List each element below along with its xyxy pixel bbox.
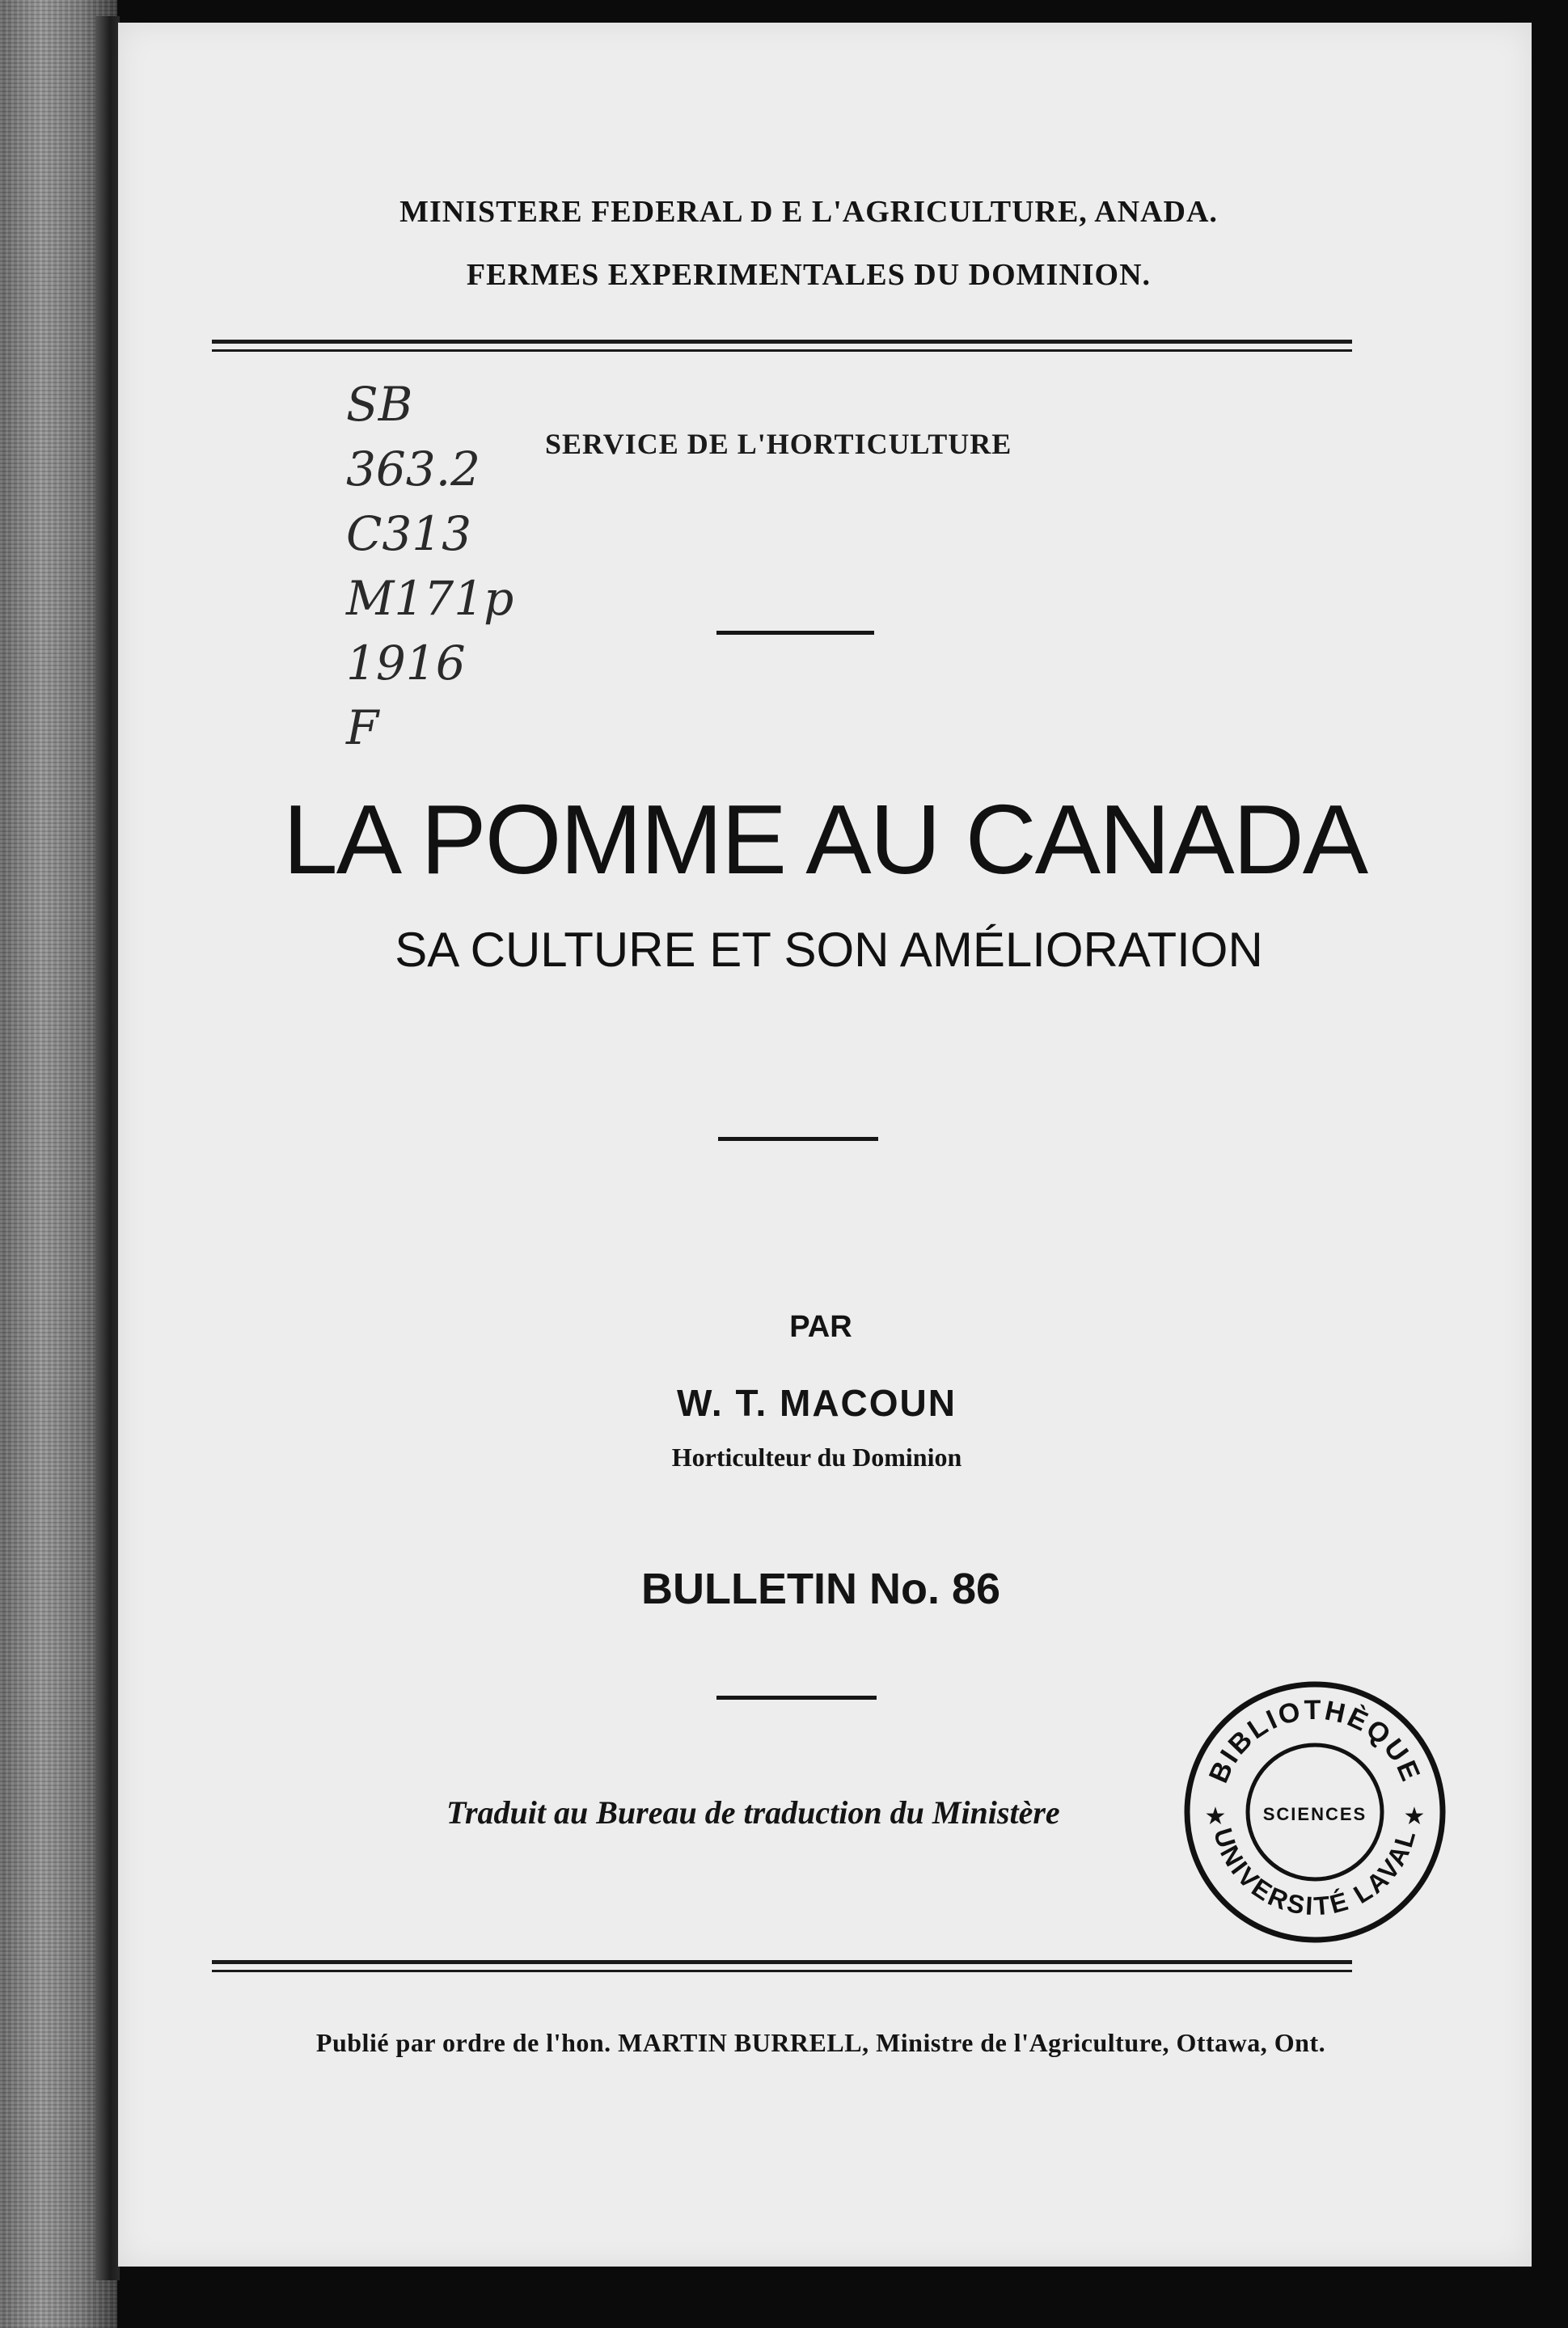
book-title: LA POMME AU CANADA bbox=[282, 784, 1367, 894]
ministry-heading: MINISTERE FEDERAL D E L'AGRICULTURE, ANADA. bbox=[399, 195, 1218, 229]
title-page bbox=[118, 23, 1532, 2267]
book-subtitle: SA CULTURE ET SON AMÉLIORATION bbox=[395, 923, 1263, 977]
publication-footer: Publié par ordre de l'hon. MARTIN BURRELL, Ministre de l'Agriculture, Ottawa, Ont. bbox=[315, 2028, 1326, 2057]
stamp-center-text: SCIENCES bbox=[1262, 1804, 1367, 1824]
short-rule bbox=[716, 631, 874, 635]
stamp-bottom-text: UNIVERSITÉ LAVAL bbox=[1207, 1824, 1422, 1921]
library-stamp bbox=[1181, 1679, 1448, 1946]
author-name: W. T. MACOUN bbox=[677, 1382, 957, 1424]
call-number-line: 363.2 bbox=[346, 442, 481, 496]
stamp-star-icon: ★ bbox=[1403, 1803, 1426, 1830]
translation-note: Traduit au Bureau de traduction du Ministère bbox=[446, 1794, 1060, 1831]
bottom-double-rule bbox=[212, 1960, 1352, 1972]
byline-par: PAR bbox=[789, 1310, 852, 1344]
short-rule bbox=[718, 1137, 878, 1141]
call-number-line: F bbox=[346, 700, 379, 755]
spine-shadow bbox=[95, 16, 120, 2280]
handwritten-call-number bbox=[346, 372, 514, 760]
stamp-star-icon: ★ bbox=[1204, 1803, 1227, 1830]
stamp-top-text: BIBLIOTHÈQUE bbox=[1202, 1694, 1427, 1788]
call-number-line: 1916 bbox=[346, 636, 466, 691]
call-number-line: SB bbox=[346, 377, 413, 432]
bulletin-number: BULLETIN No. 86 bbox=[640, 1565, 1001, 1613]
service-heading: SERVICE DE L'HORTICULTURE bbox=[545, 428, 1012, 460]
call-number-line: C313 bbox=[346, 506, 472, 561]
call-number-line: M171p bbox=[346, 571, 514, 626]
short-rule bbox=[716, 1696, 877, 1700]
top-double-rule bbox=[212, 340, 1352, 352]
author-role: Horticulteur du Dominion bbox=[671, 1443, 962, 1472]
farms-heading: FERMES EXPERIMENTALES DU DOMINION. bbox=[466, 258, 1152, 292]
